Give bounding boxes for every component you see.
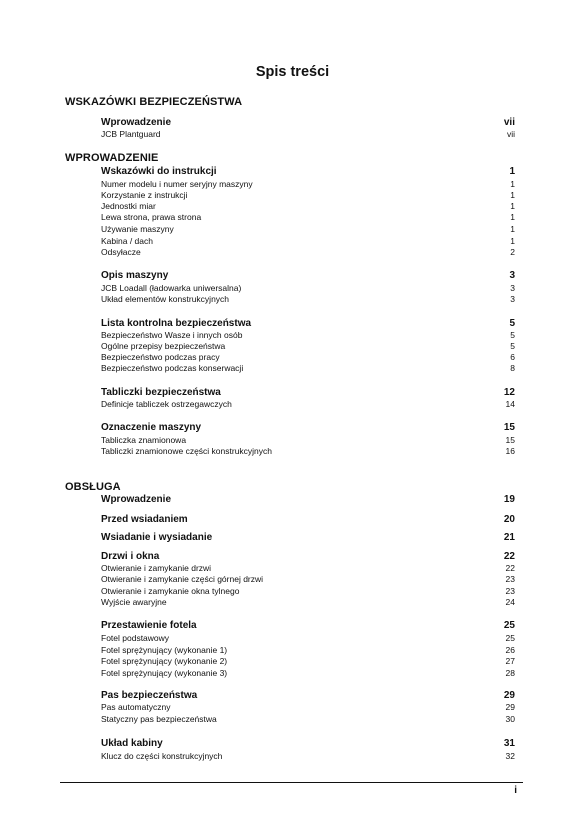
toc-subsection-page: 21 — [503, 532, 515, 543]
toc-subsection-title: Wsiadanie i wysiadanie — [101, 532, 213, 543]
toc-item-page: 2 — [510, 247, 515, 257]
toc-item: Odsyłacze — [101, 247, 141, 257]
toc-item-page: 1 — [510, 236, 515, 246]
toc-item: Jednostki miar — [101, 201, 156, 211]
toc-item-page: 30 — [505, 714, 515, 724]
toc-item: Fotel sprężynujący (wykonanie 2) — [101, 656, 228, 666]
toc-item: Fotel podstawowy — [101, 633, 170, 643]
toc-item-page: 22 — [505, 563, 515, 573]
toc-subsection-page: 31 — [503, 738, 515, 749]
toc-item-page: 1 — [510, 201, 515, 211]
toc-item-page: 5 — [510, 330, 515, 340]
toc-item-page: 25 — [505, 633, 515, 643]
toc-subsection-page: 22 — [503, 551, 515, 562]
toc-item: Pas automatyczny — [101, 702, 171, 712]
toc-item: Korzystanie z instrukcji — [101, 190, 188, 200]
section-heading: WPROWADZENIE — [65, 152, 159, 164]
toc-item-page: 26 — [505, 645, 515, 655]
toc-subsection-title: Układ kabiny — [101, 738, 163, 749]
toc-item: JCB Loadall (ładowarka uniwersalna) — [101, 283, 242, 293]
toc-item: Tabliczka znamionowa — [101, 435, 187, 445]
toc-item: Lewa strona, prawa strona — [101, 212, 202, 222]
toc-item-page: 16 — [505, 446, 515, 456]
toc-subsection-title: Tabliczki bezpieczeństwa — [101, 387, 221, 398]
toc-item-page: 14 — [505, 399, 515, 409]
footer-divider — [60, 782, 523, 783]
toc-item: Bezpieczeństwo podczas konserwacji — [101, 363, 244, 373]
toc-item-page: 15 — [505, 435, 515, 445]
toc-item-page: 5 — [510, 341, 515, 351]
toc-item-page: 1 — [510, 224, 515, 234]
toc-item: Otwieranie i zamykanie drzwi — [101, 563, 212, 573]
toc-item-page: vii — [506, 129, 515, 139]
toc-subsection-title: Wskazówki do instrukcji — [101, 166, 217, 177]
toc-item-page: 27 — [505, 656, 515, 666]
toc-item: Wyjście awaryjne — [101, 597, 167, 607]
section-heading: OBSŁUGA — [65, 481, 121, 493]
toc-subsection-page: vii — [503, 117, 515, 128]
toc-subsection-page: 25 — [503, 620, 515, 631]
toc-subsection-title: Lista kontrolna bezpieczeństwa — [101, 318, 252, 329]
toc-item: Tabliczki znamionowe części konstrukcyjnych — [101, 446, 273, 456]
toc-subsection-page: 12 — [503, 387, 515, 398]
toc-subsection-title: Przestawienie fotela — [101, 620, 197, 631]
toc-item-page: 23 — [505, 574, 515, 584]
toc-item-page: 32 — [505, 751, 515, 761]
toc-item: Numer modelu i numer seryjny maszyny — [101, 179, 253, 189]
toc-item: Otwieranie i zamykanie części górnej drzwi — [101, 574, 264, 584]
toc-subsection-title: Przed wsiadaniem — [101, 514, 188, 525]
toc-item: Ogólne przepisy bezpieczeństwa — [101, 341, 226, 351]
toc-subsection-title: Wprowadzenie — [101, 494, 172, 505]
toc-item: Fotel sprężynujący (wykonanie 1) — [101, 645, 228, 655]
toc-item-page: 3 — [510, 283, 515, 293]
toc-subsection-title: Pas bezpieczeństwa — [101, 690, 198, 701]
page-number: i — [514, 785, 517, 796]
toc-item: Definicje tabliczek ostrzegawczych — [101, 399, 232, 409]
toc-item-page: 1 — [510, 190, 515, 200]
toc-subsection-page: 3 — [509, 270, 515, 281]
toc-item-page: 24 — [505, 597, 515, 607]
toc-item-page: 28 — [505, 668, 515, 678]
toc-item: Używanie maszyny — [101, 224, 174, 234]
toc-subsection-page: 19 — [503, 494, 515, 505]
toc-subsection-page: 15 — [503, 422, 515, 433]
toc-item-page: 29 — [505, 702, 515, 712]
toc-item: Statyczny pas bezpieczeństwa — [101, 714, 217, 724]
toc-item: Bezpieczeństwo Wasze i innych osób — [101, 330, 243, 340]
toc-subsection-page: 20 — [503, 514, 515, 525]
toc-item-page: 1 — [510, 212, 515, 222]
toc-item: Układ elementów konstrukcyjnych — [101, 294, 230, 304]
toc-item: JCB Plantguard — [101, 129, 161, 139]
toc-item-page: 6 — [510, 352, 515, 362]
toc-subsection-title: Wprowadzenie — [101, 117, 172, 128]
toc-item: Otwieranie i zamykanie okna tylnego — [101, 586, 240, 596]
toc-subsection-page: 5 — [509, 318, 515, 329]
toc-subsection-page: 1 — [509, 166, 515, 177]
toc-subsection-title: Oznaczenie maszyny — [101, 422, 202, 433]
toc-subsection-title: Opis maszyny — [101, 270, 169, 281]
section-heading: WSKAZÓWKI BEZPIECZEŃSTWA — [65, 96, 243, 108]
toc-item: Fotel sprężynujący (wykonanie 3) — [101, 668, 228, 678]
toc-item: Kabina / dach — [101, 236, 153, 246]
toc-subsection-page: 29 — [503, 690, 515, 701]
toc-item-page: 23 — [505, 586, 515, 596]
toc-item-page: 8 — [510, 363, 515, 373]
toc-item: Klucz do części konstrukcyjnych — [101, 751, 223, 761]
toc-item-page: 1 — [510, 179, 515, 189]
toc-item-page: 3 — [510, 294, 515, 304]
toc-subsection-title: Drzwi i okna — [101, 551, 160, 562]
toc-item: Bezpieczeństwo podczas pracy — [101, 352, 220, 362]
page-title: Spis treści — [255, 64, 330, 80]
